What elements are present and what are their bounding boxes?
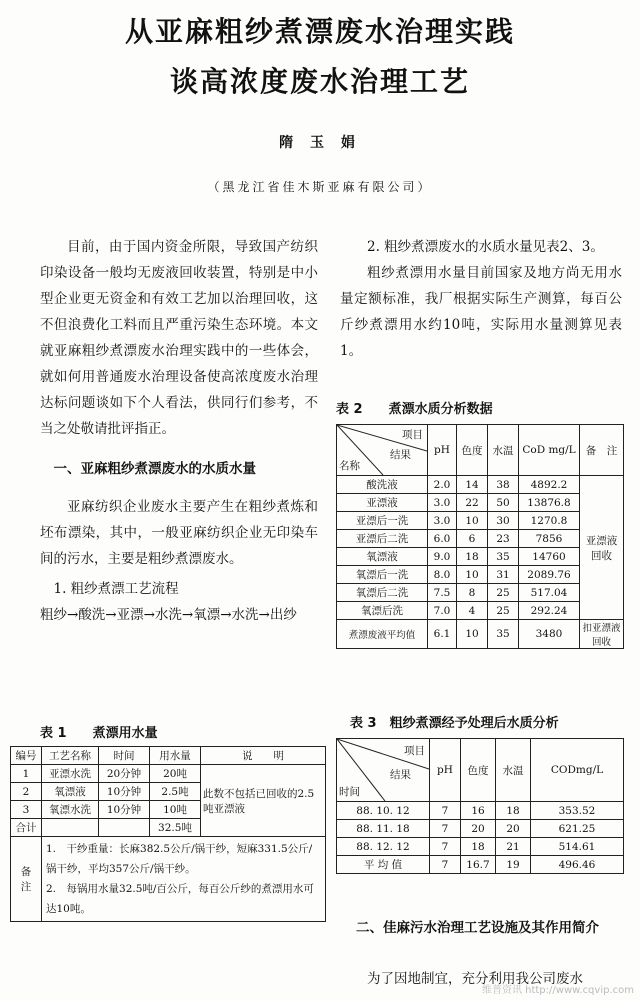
table-cell: 7 xyxy=(430,838,461,856)
table-cell: 氧漂后二洗 xyxy=(337,584,428,602)
title-line2: 谈高浓度废水治理工艺 xyxy=(169,65,470,98)
table1-header: 工艺名称 xyxy=(42,747,99,765)
table-cell: 10 xyxy=(457,566,488,584)
table-row xyxy=(337,802,624,820)
table-cell: 20分钟 xyxy=(99,765,150,783)
table-cell: 煮漂废液平均值 xyxy=(337,620,428,649)
table2-header: 色度 xyxy=(457,425,488,476)
table3-header: pH xyxy=(430,739,461,802)
table1-note-label: 备 注 xyxy=(11,837,42,922)
table-row xyxy=(337,820,624,838)
table-cell: 38 xyxy=(488,476,519,494)
table-cell: 20 xyxy=(461,820,496,838)
subheading-1: 1. 粗纱煮漂工艺流程 xyxy=(53,581,179,597)
table-cell: 8 xyxy=(457,584,488,602)
table2-remark: 扣亚漂液回收 xyxy=(580,620,624,649)
table-cell: 6 xyxy=(457,530,488,548)
table-cell: 合计 xyxy=(11,819,42,837)
table-cell: 2 xyxy=(11,783,42,801)
table-cell: 亚漂后二洗 xyxy=(337,530,428,548)
table-cell: 514.61 xyxy=(531,838,624,856)
table-cell: 1 xyxy=(11,765,42,783)
table1-note: 2. 每锅用水量32.5吨/百公斤，每百公斤纱的煮漂用水可达10吨。 xyxy=(46,883,314,915)
table-cell: 氧漂水洗 xyxy=(42,801,99,819)
table-cell: 10 xyxy=(457,620,488,649)
table3-corner xyxy=(337,739,430,802)
table-row xyxy=(337,476,624,494)
table-cell: 10分钟 xyxy=(99,783,150,801)
table-cell: 10 xyxy=(457,512,488,530)
section-1-heading: 一、亚麻粗纱煮漂废水的水质水量 xyxy=(53,461,256,477)
table-cell: 7.5 xyxy=(428,584,457,602)
table-cell: 氧漂后一洗 xyxy=(337,566,428,584)
table-cell: 25 xyxy=(488,602,519,620)
corner-label: 项目 xyxy=(402,429,423,441)
table-cell: 酸洗液 xyxy=(337,476,428,494)
table-cell: 3480 xyxy=(519,620,580,649)
table3-header: 色度 xyxy=(461,739,496,802)
intro-paragraph: 目前，由于国内资金所限，导致国产纺织印染设备一般均无废液回收装置，特别是中小型企业更无资金和有效工艺加以治理回收，这不但浪费化工料而且严重污染生态环境。本文就亚麻粗纱煮漂废水治理实践中的一些体会，就如何用普通废水治理设备使高浓度废水治理达标问题谈如下个人看法，供同行们参考，不当之处敬请批评指正。 xyxy=(40,239,318,437)
corner-label: 时间 xyxy=(339,786,360,798)
table-cell: 亚漂后一洗 xyxy=(337,512,428,530)
table1-header: 编号 xyxy=(11,747,42,765)
table-cell: 6.0 xyxy=(428,530,457,548)
table-cell: 18 xyxy=(461,838,496,856)
table-cell: 10分钟 xyxy=(99,801,150,819)
table-cell xyxy=(42,819,99,837)
table1-header: 说 明 xyxy=(201,747,326,765)
paragraph-1: 亚麻纺织企业废水主要产生在粗纱煮炼和坯布漂染，其中，一般亚麻纺织企业无印染车间的污水，主要是粗纱煮漂废水。 xyxy=(40,499,318,567)
table-cell: 35 xyxy=(488,548,519,566)
right-column xyxy=(340,234,622,364)
table3-header: 水温 xyxy=(496,739,531,802)
left-column xyxy=(40,234,318,628)
watermark: 维普资讯 http://www.cqvip.com xyxy=(481,985,634,996)
table2-corner xyxy=(337,425,428,476)
tail-paragraph: 为了因地制宜，充分利用我公司废水 xyxy=(367,971,583,987)
table-2 xyxy=(336,424,624,649)
process-flow: 粗纱→酸洗→亚漂→水洗→氧漂→水洗→出纱 xyxy=(40,607,297,623)
table-cell: 21 xyxy=(496,838,531,856)
table2-caption: 表 2 煮漂水质分析数据 xyxy=(336,402,493,417)
table-cell: 20吨 xyxy=(150,765,201,783)
table-row xyxy=(337,620,624,649)
table2-header: CoD mg/L xyxy=(519,425,580,476)
table-cell: 19 xyxy=(496,856,531,874)
table-cell: 23 xyxy=(488,530,519,548)
table-cell: 7856 xyxy=(519,530,580,548)
table1-header: 用水量 xyxy=(150,747,201,765)
corner-label: 结果 xyxy=(390,769,411,781)
table-cell: 7 xyxy=(430,802,461,820)
table2-remark: 亚漂液回收 xyxy=(580,476,624,620)
table-cell: 353.52 xyxy=(531,802,624,820)
table-1 xyxy=(10,746,326,922)
table-cell: 7.0 xyxy=(428,602,457,620)
section-2-heading: 二、佳麻污水治理工艺设施及其作用简介 xyxy=(356,920,599,936)
table-cell: 9.0 xyxy=(428,548,457,566)
table2-header: 水温 xyxy=(488,425,519,476)
table-cell: 35 xyxy=(488,620,519,649)
table-row xyxy=(337,838,624,856)
table-cell: 25 xyxy=(488,584,519,602)
table-cell: 88. 11. 18 xyxy=(337,820,430,838)
table-cell: 2.0 xyxy=(428,476,457,494)
table-cell: 20 xyxy=(496,820,531,838)
table-cell xyxy=(99,819,150,837)
table-cell: 517.04 xyxy=(519,584,580,602)
table3-header: CODmg/L xyxy=(531,739,624,802)
table2-header: pH xyxy=(428,425,457,476)
table-cell: 292.24 xyxy=(519,602,580,620)
table-cell: 7 xyxy=(430,820,461,838)
table-cell: 3.0 xyxy=(428,512,457,530)
table-cell: 16.7 xyxy=(461,856,496,874)
table-cell: 2.5吨 xyxy=(150,783,201,801)
table-cell: 496.46 xyxy=(531,856,624,874)
paragraph-2: 2. 粗纱煮漂废水的水质水量见表2、3。 xyxy=(367,239,604,255)
table3-caption: 表 3 粗纱煮漂经予处理后水质分析 xyxy=(350,716,559,731)
table-row xyxy=(337,856,624,874)
table-row xyxy=(11,765,326,783)
table-cell: 4892.2 xyxy=(519,476,580,494)
table-cell: 22 xyxy=(457,494,488,512)
table2-header: 备 注 xyxy=(580,425,624,476)
table-cell: 亚漂水洗 xyxy=(42,765,99,783)
corner-label: 结果 xyxy=(390,449,411,461)
table-cell: 1270.8 xyxy=(519,512,580,530)
title-line1: 从亚麻粗纱煮漂废水治理实践 xyxy=(124,15,515,48)
table-cell: 621.25 xyxy=(531,820,624,838)
table-cell: 30 xyxy=(488,512,519,530)
table-cell: 88. 12. 12 xyxy=(337,838,430,856)
table1-remark: 此数不包括已回收的2.5吨亚漂液 xyxy=(201,765,326,837)
table-cell: 3 xyxy=(11,801,42,819)
table1-note: 1. 干纱重量：长麻382.5公斤/锅干纱，短麻331.5公斤/锅干纱，平均357公斤/锅干纱。 xyxy=(46,843,313,875)
corner-label: 名称 xyxy=(339,460,360,472)
affiliation: （黑龙江省佳木斯亚麻有限公司） xyxy=(207,180,433,194)
table-cell: 亚漂液 xyxy=(337,494,428,512)
table-cell: 2089.76 xyxy=(519,566,580,584)
table1-caption: 表 1 煮漂用水量 xyxy=(40,726,158,741)
table-cell: 18 xyxy=(457,548,488,566)
table-cell: 6.1 xyxy=(428,620,457,649)
table-cell: 16 xyxy=(461,802,496,820)
table-cell: 14760 xyxy=(519,548,580,566)
corner-label: 项目 xyxy=(404,745,425,757)
table-cell: 氧漂后洗 xyxy=(337,602,428,620)
table-row xyxy=(11,837,326,922)
table-cell: 4 xyxy=(457,602,488,620)
table-cell: 8.0 xyxy=(428,566,457,584)
paragraph-3: 粗纱煮漂用水量目前国家及地方尚无用水量定额标准，我厂根据实际生产测算，每百公斤纱煮漂用水约10吨，实际用水量测算见表1。 xyxy=(340,265,622,359)
author: 隋 玉 娟 xyxy=(279,135,361,151)
table-cell: 3.0 xyxy=(428,494,457,512)
table-cell: 13876.8 xyxy=(519,494,580,512)
table-cell: 14 xyxy=(457,476,488,494)
table-3 xyxy=(336,738,624,874)
table-cell: 88. 10. 12 xyxy=(337,802,430,820)
table-cell: 50 xyxy=(488,494,519,512)
table-cell: 18 xyxy=(496,802,531,820)
table-cell: 10吨 xyxy=(150,801,201,819)
table-cell: 氧漂液 xyxy=(337,548,428,566)
table-cell: 31 xyxy=(488,566,519,584)
table-cell: 32.5吨 xyxy=(150,819,201,837)
table-cell: 平 均 值 xyxy=(337,856,430,874)
table-cell: 7 xyxy=(430,856,461,874)
table-cell: 氧漂液 xyxy=(42,783,99,801)
table1-header: 时间 xyxy=(99,747,150,765)
